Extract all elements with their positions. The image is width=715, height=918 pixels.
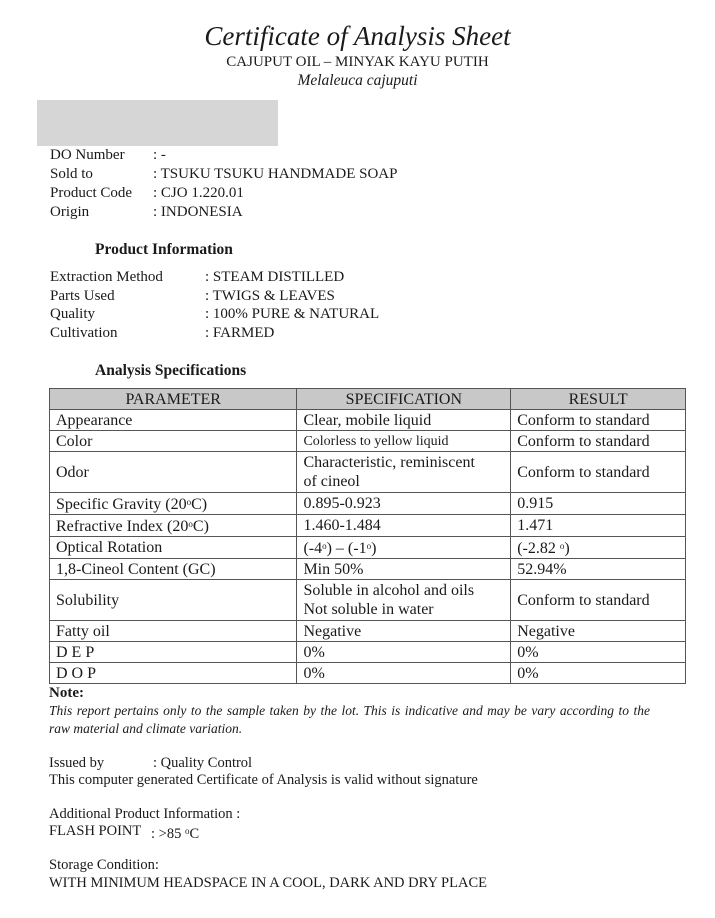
parameter-cell: Solubility (50, 580, 297, 621)
extraction-method-label: Extraction Method (50, 269, 163, 285)
parameter-cell (50, 493, 297, 515)
specification-cell: Colorless to yellow liquid (297, 431, 511, 452)
parameter-cell: D O P (50, 663, 297, 684)
specification-cell: 1.460-1.484 (297, 515, 511, 537)
flash-point-label: FLASH POINT (49, 823, 142, 839)
table-row (50, 663, 686, 684)
degree-symbol: o (559, 541, 565, 551)
specification-line-2: of cineol (303, 473, 360, 490)
result-cell: Conform to standard (511, 410, 686, 431)
sold-to-row (50, 165, 450, 184)
table-row (50, 580, 686, 621)
flash-point-unit: C (189, 826, 200, 842)
product-code-label: Product Code (50, 185, 133, 201)
additional-info-heading: Additional Product Information : (49, 806, 241, 822)
flash-point-value (151, 822, 199, 843)
flash-point-row (49, 822, 349, 840)
origin-row (50, 203, 450, 222)
table-row (50, 410, 686, 431)
result-cell: 0.915 (511, 493, 686, 515)
sold-to-label: Sold to (50, 166, 93, 182)
table-header-row (50, 389, 686, 410)
botanical-name: Melaleuca cajuputi (297, 72, 418, 89)
validity-statement: This computer generated Certificate of Analysis is valid without signature (49, 772, 478, 788)
parameter-text-end: C) (192, 518, 209, 535)
note-heading: Note: (49, 685, 84, 701)
redacted-block (37, 100, 278, 146)
do-number-row (50, 146, 450, 165)
table-row (50, 431, 686, 452)
issued-by-value: : Quality Control (153, 755, 253, 771)
table-row (50, 621, 686, 642)
extraction-method-value: : STEAM DISTILLED (205, 269, 345, 285)
flash-point-number: : >85 (151, 826, 185, 842)
cultivation-value: : FARMED (205, 324, 275, 341)
column-header-specification: SPECIFICATION (297, 389, 511, 410)
document-title: Certificate of Analysis Sheet (204, 21, 511, 51)
parts-used-value: : TWIGS & LEAVES (205, 287, 335, 304)
specification-cell (297, 452, 511, 493)
parameter-cell: 1,8-Cineol Content (GC) (50, 559, 297, 580)
result-cell: 1.471 (511, 515, 686, 537)
result-part: (-2.82 (517, 540, 560, 557)
product-code-row (50, 184, 450, 203)
issued-by-label: Issued by (49, 755, 105, 771)
degree-symbol: o (366, 541, 372, 551)
degree-symbol: o (184, 826, 190, 836)
result-cell: 0% (511, 642, 686, 663)
do-number-label: DO Number (50, 147, 125, 163)
quality-label: Quality (50, 306, 95, 322)
spec-part: ) (371, 540, 377, 557)
cultivation-label: Cultivation (50, 324, 118, 341)
specification-line-2: Not soluble in water (303, 601, 434, 618)
result-part: ) (564, 540, 570, 557)
parameter-cell: Appearance (50, 410, 297, 431)
product-information (50, 268, 470, 342)
specification-cell (297, 580, 511, 621)
specification-cell: Min 50% (297, 559, 511, 580)
spec-part: (-4 (303, 540, 323, 557)
table-row (50, 537, 686, 559)
result-cell: 0% (511, 663, 686, 684)
parameter-cell: Fatty oil (50, 621, 297, 642)
note-text: This report pertains only to the sample taken by the lot. This is indicative and may be vary according to the raw material and climate variation. (49, 703, 650, 736)
product-code-value: : CJO 1.220.01 (153, 185, 244, 201)
table-row (50, 559, 686, 580)
specification-cell: 0% (297, 642, 511, 663)
parameter-cell (50, 515, 297, 537)
degree-symbol: o (188, 519, 193, 529)
specification-cell: 0.895-0.923 (297, 493, 511, 515)
origin-label: Origin (50, 204, 90, 220)
parameter-cell: D E P (50, 642, 297, 663)
specification-cell (297, 537, 511, 559)
specification-line-1: Characteristic, reminiscent (303, 454, 475, 471)
column-header-parameter: PARAMETER (50, 389, 297, 410)
result-cell: 52.94% (511, 559, 686, 580)
analysis-specifications-heading: Analysis Specifications (95, 362, 247, 379)
result-cell: Conform to standard (511, 580, 686, 621)
parameter-text-end: C) (191, 496, 208, 513)
order-info (50, 146, 450, 222)
storage-heading: Storage Condition: (49, 857, 159, 873)
table-row (50, 452, 686, 493)
parameter-text: Refractive Index (20 (56, 518, 189, 535)
degree-symbol: o (186, 497, 192, 507)
product-information-heading: Product Information (95, 241, 233, 258)
table-row (50, 493, 686, 515)
result-cell: Negative (511, 621, 686, 642)
parameter-cell: Color (50, 431, 297, 452)
parameter-text: Specific Gravity (20 (56, 496, 187, 513)
specification-cell: 0% (297, 663, 511, 684)
storage-text: WITH MINIMUM HEADSPACE IN A COOL, DARK AND DRY PLACE (49, 875, 487, 891)
table-row (50, 515, 686, 537)
spec-part: ) – (-1 (326, 540, 367, 557)
specification-cell: Clear, mobile liquid (297, 410, 511, 431)
specification-line-1: Soluble in alcohol and oils (303, 582, 475, 599)
column-header-result: RESULT (511, 389, 686, 410)
result-cell: Conform to standard (511, 431, 686, 452)
origin-value: : INDONESIA (153, 204, 243, 220)
extraction-method-row (50, 268, 470, 287)
quality-row (50, 305, 470, 324)
do-number-value: : - (153, 147, 166, 163)
sold-to-value: : TSUKU TSUKU HANDMADE SOAP (153, 166, 398, 182)
parts-used-label: Parts Used (50, 287, 115, 304)
cultivation-row (50, 324, 470, 343)
result-cell: Conform to standard (511, 452, 686, 493)
analysis-table (49, 388, 686, 684)
specification-cell: Negative (297, 621, 511, 642)
product-name: CAJUPUT OIL – MINYAK KAYU PUTIH (226, 54, 489, 70)
parameter-cell: Optical Rotation (50, 537, 297, 559)
degree-symbol: o (322, 541, 327, 551)
result-cell (511, 537, 686, 559)
parts-used-row (50, 287, 470, 306)
quality-value: : 100% PURE & NATURAL (205, 306, 380, 322)
issued-by-row (49, 754, 449, 772)
parameter-cell: Odor (50, 452, 297, 493)
table-row (50, 642, 686, 663)
